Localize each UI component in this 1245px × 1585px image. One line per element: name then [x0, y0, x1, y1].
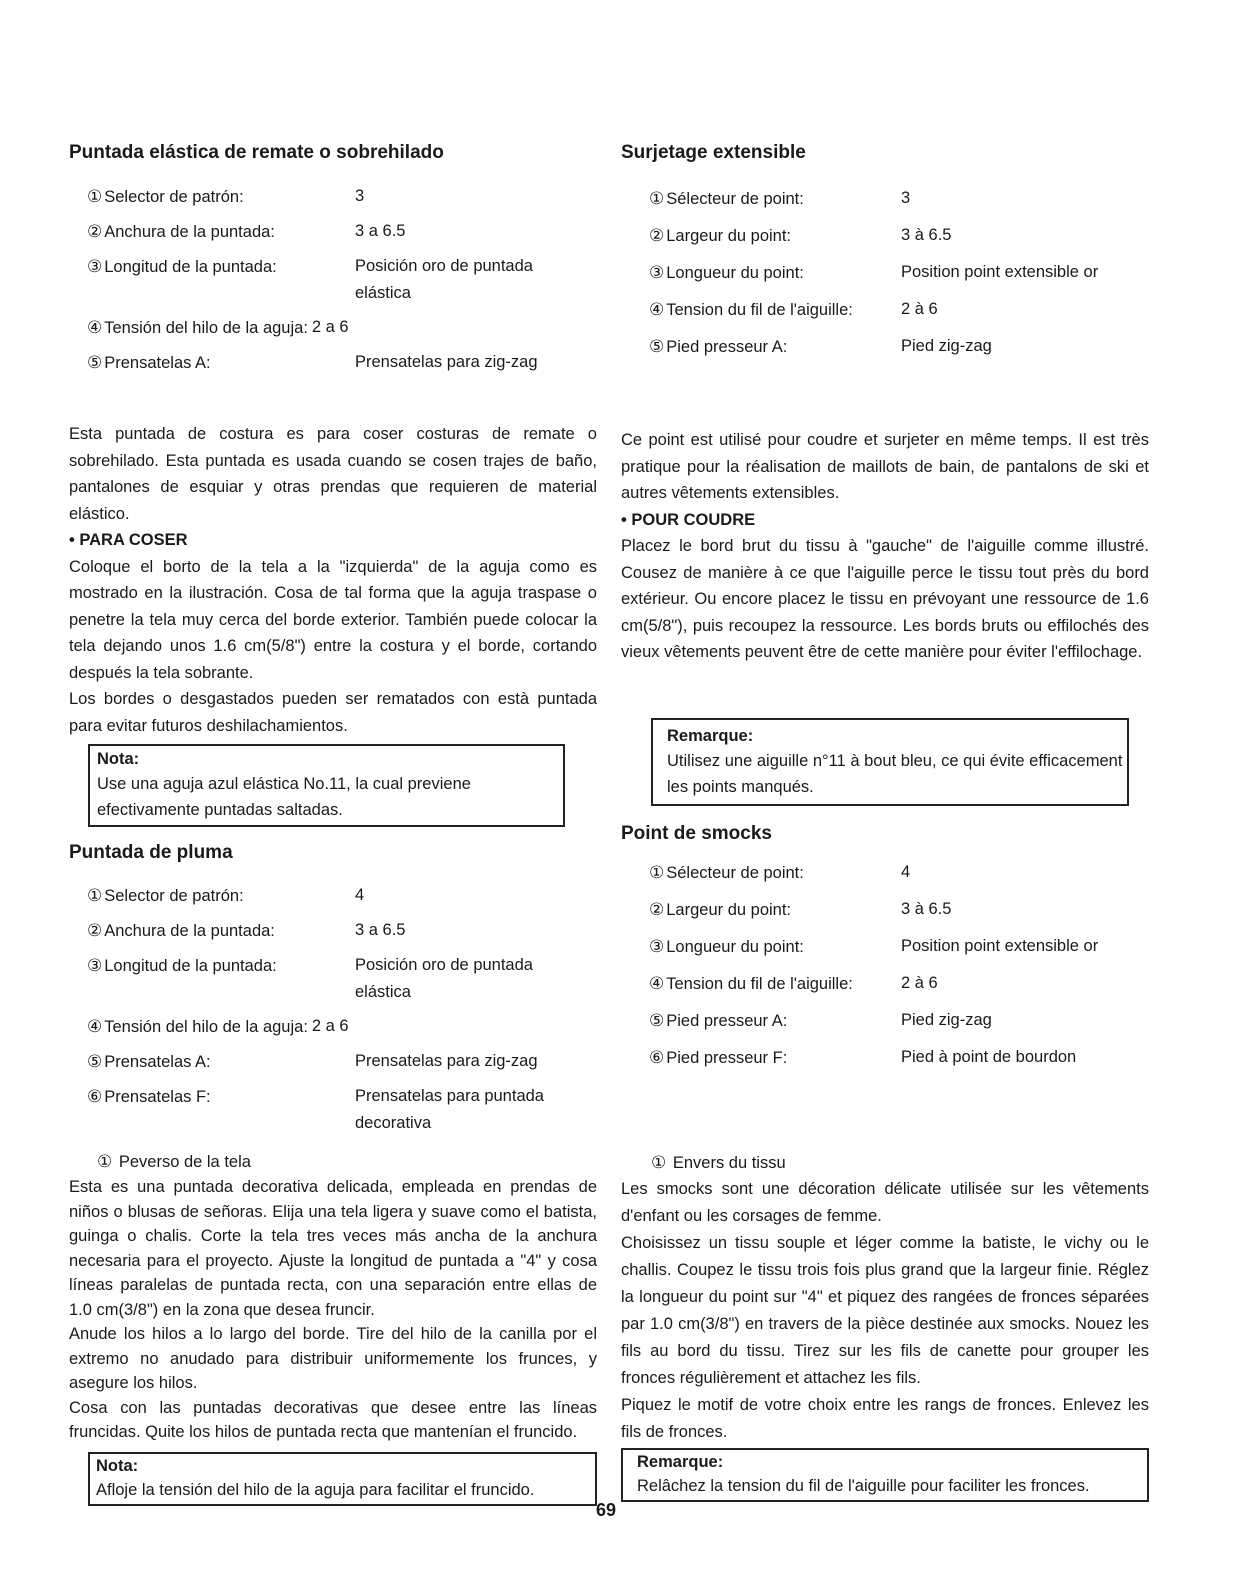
body-paragraph: Piquez le motif de votre choix entre les rangs de fronces. Enlevez les fils de fronces. [621, 1395, 1149, 1441]
note-text: Utilisez une aiguille n°11 à bout bleu, ce qui évite efficacement les points manqués. [667, 751, 1123, 796]
circled-number: ④ [87, 318, 103, 337]
setting-label: Largeur du point: [666, 227, 792, 245]
setting-label: Longitud de la puntada: [104, 957, 277, 975]
setting-label: Tensión del hilo de la aguja: [104, 1018, 308, 1036]
circled-number: ⑤ [649, 1010, 665, 1030]
circled-number: ③ [87, 956, 103, 975]
setting-value: 3 à 6.5 [901, 226, 952, 244]
setting-value: 2 à 6 [901, 300, 938, 318]
setting-row [649, 222, 1149, 250]
setting-value: Position point extensible or [901, 263, 1099, 281]
body-paragraph: Cosa con las puntadas decorativas que desee entre las líneas fruncidas. Quite los hilos de puntada recta que mantenían el fruncido. [69, 1398, 597, 1441]
note-text: Use una aguja azul elástica No.11, la cual previene efectivamente puntadas saltadas. [97, 775, 471, 819]
section-title: Point de smocks [621, 822, 772, 844]
setting-label: Pied presseur A: [666, 338, 788, 356]
settings-list [87, 882, 597, 1137]
setting-value: Pied zig-zag [901, 1010, 992, 1029]
subheading: • PARA COSER [69, 531, 188, 549]
setting-label: Selector de patrón: [104, 887, 244, 905]
note-box [651, 718, 1129, 806]
setting-label: Longueur du point: [666, 937, 804, 956]
circled-number: ② [87, 222, 103, 241]
body-paragraph: Los bordes o desgastados pueden ser rematados con està puntada para evitar futuros deshilachamientos. [69, 690, 597, 735]
figure-caption [97, 1149, 597, 1175]
setting-row [649, 333, 1149, 361]
circled-number: ① [87, 187, 103, 206]
circled-number: ④ [649, 300, 665, 319]
circled-number: ① [649, 862, 665, 882]
circled-number: ⑤ [87, 353, 103, 372]
setting-label: Longitud de la puntada: [104, 258, 277, 276]
setting-row [87, 314, 597, 342]
setting-label: Tension du fil de l'aiguille: [666, 301, 853, 319]
note-text: Afloje la tensión del hilo de la aguja para facilitar el fruncido. [96, 1480, 535, 1499]
setting-value: 2 à 6 [901, 973, 938, 992]
setting-value: Prensatelas para zig-zag [355, 1052, 538, 1070]
circled-number: ① [651, 1152, 667, 1172]
setting-value: 3 a 6.5 [355, 921, 406, 939]
body-paragraph: Les smocks sont une décoration délicate utilisée sur les vêtements d'enfant ou les corsages de femme. [621, 1179, 1149, 1225]
circled-number: ④ [649, 973, 665, 993]
circled-number: ① [87, 886, 103, 905]
circled-number: ② [649, 899, 665, 919]
setting-value: Pied à point de bourdon [901, 1047, 1077, 1066]
note-title: Nota: [96, 1456, 139, 1475]
circled-number: ② [649, 226, 665, 245]
setting-label: Selector de patrón: [104, 188, 244, 206]
setting-row [649, 970, 1149, 998]
note-title: Nota: [97, 750, 140, 768]
setting-row [87, 183, 597, 211]
setting-label: Anchura de la puntada: [104, 223, 275, 241]
setting-row [87, 1083, 597, 1137]
left-column [69, 140, 597, 1506]
setting-value: Pied zig-zag [901, 337, 992, 355]
setting-label: Prensatelas A: [104, 354, 211, 372]
setting-row [87, 882, 597, 910]
circled-number: ③ [649, 936, 665, 956]
note-title: Remarque: [667, 726, 754, 745]
setting-label: Sélecteur de point: [666, 863, 804, 882]
setting-row [649, 933, 1149, 961]
circled-number: ③ [87, 257, 103, 276]
right-column [621, 140, 1149, 1502]
settings-list [87, 183, 597, 377]
setting-row [87, 1013, 597, 1041]
setting-row [649, 859, 1149, 887]
setting-label: Pied presseur F: [666, 1048, 788, 1067]
setting-value: 2 a 6 [311, 318, 349, 336]
setting-value: 4 [901, 862, 911, 881]
setting-label: Pied presseur A: [666, 1011, 788, 1030]
body-paragraph: Esta es una puntada decorativa delicada, empleada en prendas de niños o blusas de señoras. Elija una tela ligera y suave como el batista, guinga o chalis. Corte la tela tres veces más ancha de la anchura necesaria para el proyecto. Ajuste la longitud de puntada a "4" y cosa líneas paralelas de puntada recta, con una separación entre ellas de 1.0 cm(3/8") en la zona que desea fruncir. [69, 1178, 597, 1319]
setting-row [87, 253, 597, 307]
circled-number: ④ [87, 1017, 103, 1036]
note-title: Remarque: [637, 1452, 724, 1471]
setting-label: Anchura de la puntada: [104, 922, 275, 940]
setting-value: Position point extensible or [901, 936, 1099, 955]
circled-number: ⑤ [649, 337, 665, 356]
setting-row [649, 259, 1149, 287]
setting-row [87, 917, 597, 945]
setting-value: Prensatelas para zig-zag [355, 353, 538, 371]
setting-label: Longueur du point: [666, 264, 804, 282]
body-paragraph: Ce point est utilisé pour coudre et surjeter en même temps. Il est très pratique pour la réalisation de maillots de bain, de pantalons de ski et autres vêtements extensibles. [621, 431, 1149, 502]
circled-number: ① [649, 189, 665, 208]
setting-value: Prensatelas para puntada decorativa [355, 1087, 544, 1132]
setting-row [87, 349, 597, 377]
figure-caption [651, 1150, 1149, 1176]
note-box [88, 744, 565, 827]
settings-list [649, 185, 1149, 361]
note-text: Relâchez la tension du fil de l'aiguille pour faciliter les fronces. [637, 1476, 1090, 1495]
circled-number: ② [87, 921, 103, 940]
circled-number: ⑥ [87, 1087, 103, 1106]
circled-number: ⑤ [87, 1052, 103, 1071]
section-title: Puntada elástica de remate o sobrehilado [69, 142, 444, 163]
body-paragraph: Placez le bord brut du tissu à "gauche" de l'aiguille comme illustré. Cousez de manière à ce que l'aiguille perce le tissu tout près du bord extérieur. Ou encore placez le tissu en prévoyant une ressource de 1.6 cm(5/8"), puis recoupez la ressource. Les bords bruts ou effilochés des vieux vêtements peuvent être de cette manière pour éviter l'effilochage. [621, 537, 1149, 661]
setting-value: 3 a 6.5 [355, 222, 406, 240]
setting-label: Tension du fil de l'aiguille: [666, 974, 853, 993]
body-paragraph: Choisissez un tissu souple et léger comme la batiste, le vichy ou le challis. Coupez le tissu trois fois plus grand que la largeur finie. Réglez la longueur du point sur "4" et piquez des rangées de fronces séparées par 1.0 cm(3/8") en travers de la pièce destinée aux smocks. Nouez les fils au bord du tissu. Tirez sur les fils de canette pour grouper les fronces régulièrement et attachez les fils. [621, 1233, 1149, 1387]
setting-label: Prensatelas F: [104, 1088, 211, 1106]
setting-label: Tensión del hilo de la aguja: [104, 319, 308, 337]
section-title: Surjetage extensible [621, 142, 806, 163]
settings-list [649, 859, 1149, 1072]
setting-row [87, 1048, 597, 1076]
circled-number: ③ [649, 263, 665, 282]
setting-value: 3 à 6.5 [901, 899, 952, 918]
setting-row [87, 952, 597, 1006]
setting-row [649, 1044, 1149, 1072]
circled-number: ⑥ [649, 1047, 665, 1067]
body-paragraph: Coloque el borto de la tela a la "izquierda" de la aguja como es mostrado en la ilustración. Cosa de tal forma que la aguja traspase o penetre la tela muy cerca del borde exterior. También puede colocar la tela dejando unos 1.6 cm(5/8") entre la costura y el borde, cortando después la tela sobrante. [69, 557, 597, 682]
setting-label: Largeur du point: [666, 900, 792, 919]
setting-row [87, 218, 597, 246]
note-box [621, 1448, 1149, 1502]
caption-text: Envers du tissu [672, 1153, 786, 1172]
caption-text: Peverso de la tela [118, 1153, 251, 1171]
note-box [88, 1452, 597, 1506]
section-title: Puntada de pluma [69, 842, 233, 863]
setting-label: Prensatelas A: [104, 1053, 211, 1071]
page-number: 69 [596, 1500, 617, 1520]
body-paragraph: Anude los hilos a lo largo del borde. Tire del hilo de la canilla por el extremo no anudado para distribuir uniformemente los frunces, y asegure los hilos. [69, 1325, 597, 1392]
circled-number: ① [97, 1152, 113, 1171]
setting-value: 2 a 6 [311, 1017, 349, 1035]
setting-value: 3 [355, 187, 365, 205]
setting-label: Sélecteur de point: [666, 190, 804, 208]
setting-row [649, 185, 1149, 213]
body-paragraph: Esta puntada de costura es para coser costuras de remate o sobrehilado. Esta puntada es usada cuando se cosen trajes de baño, pantalones de esquiar y otras prendas que requieren de material elástico. [69, 425, 597, 523]
subheading: • POUR COUDRE [621, 510, 756, 529]
setting-value: 3 [901, 189, 911, 207]
setting-value: Posición oro de puntada elástica [355, 956, 533, 1001]
setting-value: Posición oro de puntada elástica [355, 257, 533, 302]
setting-value: 4 [355, 886, 365, 904]
setting-row [649, 296, 1149, 324]
setting-row [649, 896, 1149, 924]
setting-row [649, 1007, 1149, 1035]
